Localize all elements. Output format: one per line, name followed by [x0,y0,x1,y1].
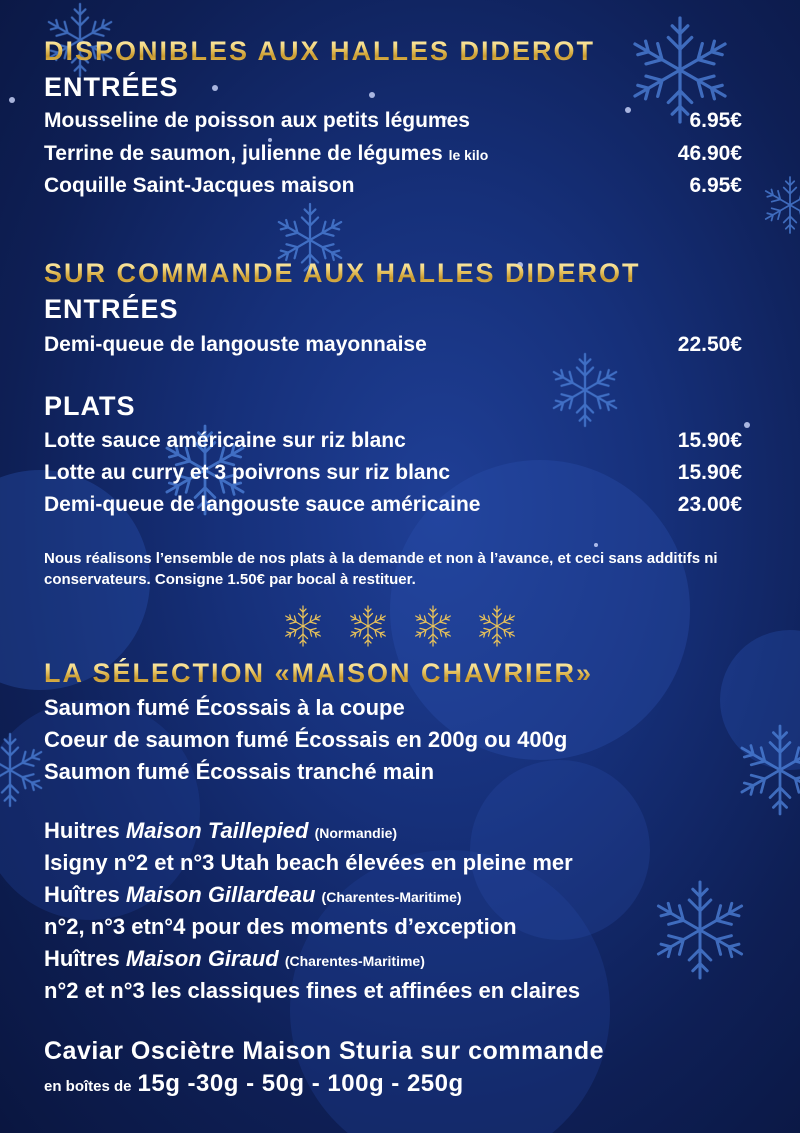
item-name: Demi-queue de langouste mayonnaise [44,333,427,356]
oyster-region: (Charentes-Maritime) [284,953,425,969]
menu-item [44,333,742,357]
oyster-description: n°2, n°3 etn°4 pour des moments d’exception [44,914,517,939]
salmon-line: Coeur de saumon fumé Écossais en 200g ou 400g [44,727,568,752]
caviar-sizes-label: en boîtes de [44,1078,132,1095]
item-name: Coquille Saint-Jacques maison [44,174,355,197]
section-title-disponibles: DISPONIBLES AUX HALLES DIDEROT [44,36,596,66]
item-name: Lotte sauce américaine sur riz blanc [44,429,406,452]
salmon-line: Saumon fumé Écossais à la coupe [44,695,405,720]
item-unit: le kilo [448,147,489,163]
menu-item [44,174,742,198]
oyster-prefix: Huîtres [44,882,126,907]
oyster-region: (Normandie) [314,825,398,841]
caviar-sizes-values: 15g -30g - 50g - 100g - 250g [137,1070,464,1097]
menu-item [44,461,742,485]
oyster-brand: Maison Gillardeau [125,882,316,907]
item-price: 6.95€ [689,109,742,132]
oyster-brand: Maison Taillepied [125,818,309,843]
heading-plats: PLATS [44,391,136,421]
heading-entrees: ENTRÉES [44,294,179,324]
menu-item [44,429,742,453]
item-price: 15.90€ [677,461,742,484]
oyster-description: n°2 et n°3 les classiques fines et affinées en claires [44,978,581,1003]
section-title-selection: LA SÉLECTION «MAISON CHAVRIER» [44,658,594,688]
heading-entrees: ENTRÉES [44,72,179,102]
oyster-description: Isigny n°2 et n°3 Utah beach élevées en pleine mer [44,850,573,875]
menu-item [44,109,742,133]
item-price: 23.00€ [677,493,742,516]
item-price: 15.90€ [677,429,742,452]
preparation-note: Nous réalisons l’ensemble de nos plats à la demande et non à l’avance, et ceci sans additifs ni conservateurs. Consigne 1.50€ par bocal à restituer. [44,550,718,588]
oyster-brand-line [44,882,462,908]
oyster-brand-line [44,946,425,972]
oyster-prefix: Huitres [44,818,126,843]
item-name: Terrine de saumon, julienne de légumes [44,142,443,165]
menu-item [44,493,742,517]
menu-item [44,142,742,166]
item-name: Mousseline de poisson aux petits légumes [44,109,470,132]
item-price: 46.90€ [677,142,742,165]
item-name: Lotte au curry et 3 poivrons sur riz blanc [44,461,451,484]
oyster-brand-line [44,818,397,844]
oyster-brand: Maison Giraud [125,946,279,971]
salmon-line: Saumon fumé Écossais tranché main [44,759,435,784]
caviar-title: Caviar Osciètre Maison Sturia sur commande [44,1037,605,1065]
item-price: 6.95€ [689,174,742,197]
oyster-region: (Charentes-Maritime) [321,889,462,905]
item-name: Demi-queue de langouste sauce américaine [44,493,481,516]
oyster-prefix: Huîtres [44,946,126,971]
caviar-sizes [44,1070,464,1098]
section-title-sur-commande: SUR COMMANDE AUX HALLES DIDEROT [44,258,641,288]
item-price: 22.50€ [677,333,742,356]
